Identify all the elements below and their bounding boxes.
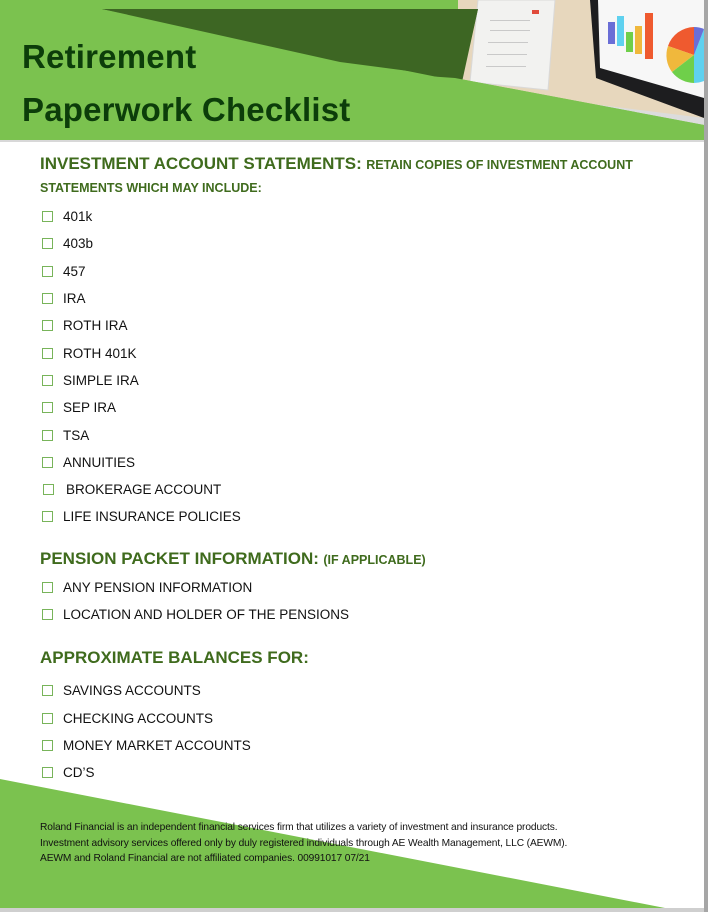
checkbox-icon[interactable] [42,402,53,413]
balances-checklist [40,677,680,786]
checkbox-icon[interactable] [42,582,53,593]
checkbox-icon[interactable] [42,266,53,277]
section-pension [40,547,680,629]
checkbox-icon[interactable] [42,238,53,249]
checklist-item[interactable]: MONEY MARKET ACCOUNTS [40,732,680,759]
section-heading: INVESTMENT ACCOUNT STATEMENTS: RETAIN COPIES OF INVESTMENT ACCOUNT [40,154,633,173]
investment-checklist [40,203,680,531]
checkbox-icon[interactable] [42,511,53,522]
disclaimer-line-3: AEWM and Roland Financial are not affiliated companies. 00991017 07/21 [40,853,370,864]
section-subheading: STATEMENTS WHICH MAY INCLUDE: [40,181,262,195]
title-line-2: Paperwork Checklist [22,91,351,128]
checklist-item[interactable]: CHECKING ACCOUNTS [40,704,680,731]
section-heading: APPROXIMATE BALANCES FOR: [40,648,309,668]
checkbox-icon[interactable] [42,685,53,696]
checklist-item[interactable]: ROTH IRA [40,312,680,339]
header-divider [0,140,704,142]
section-heading: PENSION PACKET INFORMATION: (IF APPLICABLE) [40,548,426,568]
checkbox-icon[interactable] [42,348,53,359]
page-title [22,30,350,136]
checklist-item[interactable]: CD’S [40,759,680,786]
header-banner [0,0,704,142]
checklist-item[interactable]: ANY PENSION INFORMATION [40,574,680,601]
title-line-1: Retirement [22,38,197,75]
checkbox-icon[interactable] [43,484,54,495]
checklist-item[interactable]: LOCATION AND HOLDER OF THE PENSIONS [40,601,680,628]
section-investment-accounts [40,152,680,531]
checkbox-icon[interactable] [42,320,53,331]
checklist-item[interactable]: 401k [40,203,680,230]
checkbox-icon[interactable] [42,740,53,751]
checklist-item[interactable]: 403b [40,230,680,257]
section-balances [40,646,680,786]
checkbox-icon[interactable] [42,293,53,304]
disclaimer-line-2: Investment advisory services offered only by duly registered individuals through AE Wealth Management, LLC (AEWM). [40,837,568,849]
checklist-item[interactable]: SAVINGS ACCOUNTS [40,677,680,704]
checkbox-icon[interactable] [42,609,53,620]
checkbox-icon[interactable] [42,767,53,778]
checklist-item[interactable]: IRA [40,285,680,312]
checkbox-icon[interactable] [42,375,53,386]
page-right-border [704,0,708,912]
checklist-item[interactable]: TSA [40,421,680,448]
checkbox-icon[interactable] [42,457,53,468]
checklist-item[interactable]: BROKERAGE ACCOUNT [40,476,680,503]
checkbox-icon[interactable] [42,430,53,441]
checklist-item[interactable]: 457 [40,258,680,285]
checklist-item[interactable]: ROTH 401K [40,339,680,366]
footer-disclaimer [40,820,660,867]
checklist-item[interactable]: LIFE INSURANCE POLICIES [40,503,680,530]
checkbox-icon[interactable] [42,713,53,724]
checkbox-icon[interactable] [42,211,53,222]
disclaimer-line-1: Roland Financial is an independent financial services firm that utilizes a variety of investment and insurance products. [40,822,558,833]
checklist-item[interactable]: SIMPLE IRA [40,367,680,394]
checklist-content [40,152,680,786]
pension-checklist [40,574,680,629]
checklist-item[interactable]: SEP IRA [40,394,680,421]
checklist-item[interactable]: ANNUITIES [40,449,680,476]
